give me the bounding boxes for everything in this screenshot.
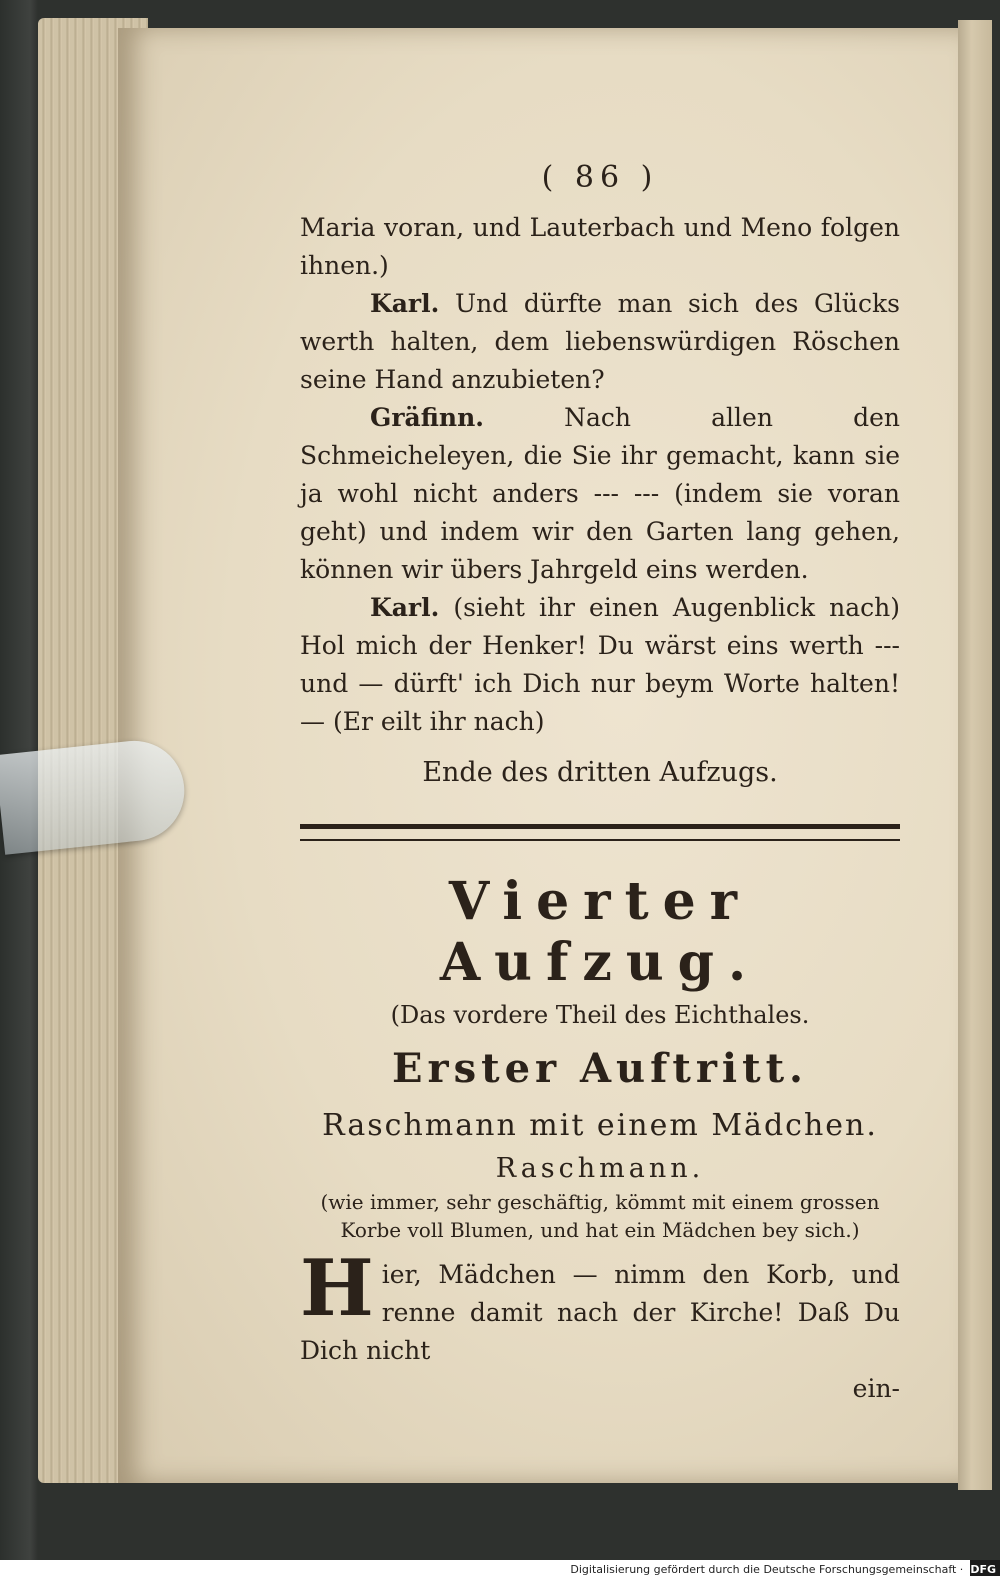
speaker-label: Karl. bbox=[370, 593, 440, 622]
catchword: ein- bbox=[852, 1374, 900, 1403]
page-text bbox=[300, 160, 900, 1403]
act-end-line: Ende des dritten Aufzugs. bbox=[422, 757, 778, 788]
speech-text: (sieht ihr einen Augenblick nach) Hol mich der Henker! Du wärst eins werth --- und — dürft' ich Dich nur beym Worte halten! — (Er eilt ihr nach) bbox=[300, 593, 900, 736]
speaker-heading: Raschmann. bbox=[495, 1153, 705, 1184]
facing-page-edge bbox=[958, 20, 992, 1490]
paragraph bbox=[300, 285, 900, 399]
speech-text: ier, Mädchen — nimm den Korb, und renne damit nach der Kirche! Daß Du Dich nicht bbox=[300, 1260, 900, 1365]
scene-title: Erster Auftritt. bbox=[392, 1045, 808, 1092]
speech-text: Und dürfte man sich des Glücks werth halten, dem liebenswürdigen Röschen seine Hand anzubieten? bbox=[300, 289, 901, 394]
stage-direction: (wie immer, sehr geschäftig, kömmt mit einem grossen Korbe voll Blumen, und hat ein Mädchen bey sich.) bbox=[320, 1190, 880, 1242]
speaker-label: Gräfinn. bbox=[370, 403, 484, 432]
paragraph bbox=[300, 1243, 900, 1370]
footer-bar bbox=[0, 1560, 1000, 1580]
paragraph bbox=[300, 399, 900, 589]
drop-cap: H bbox=[300, 1243, 374, 1334]
setting-line: (Das vordere Theil des Eichthales. bbox=[390, 1001, 810, 1029]
paragraph bbox=[300, 589, 900, 741]
paragraph: Maria voran, und Lauterbach und Meno folgen ihnen.) bbox=[300, 213, 900, 280]
speaker-label: Karl. bbox=[370, 289, 440, 318]
persons-line: Raschmann mit einem Mädchen. bbox=[322, 1108, 878, 1143]
speech-text: Nach allen den Schmeicheleyen, die Sie ihr gemacht, kann sie ja wohl nicht anders --- --- (indem sie voran geht) und indem wir den Garten lang gehen, können wir übers Jahrgeld eins werden. bbox=[300, 403, 900, 584]
act-title: Vierter Aufzug. bbox=[439, 871, 761, 993]
page-number: ( 86 ) bbox=[541, 160, 659, 195]
footer-text: Digitalisierung gefördert durch die Deutsche Forschungsgemeinschaft · bbox=[570, 1563, 964, 1576]
dfg-logo: DFG bbox=[970, 1560, 1000, 1576]
section-divider bbox=[300, 824, 900, 841]
